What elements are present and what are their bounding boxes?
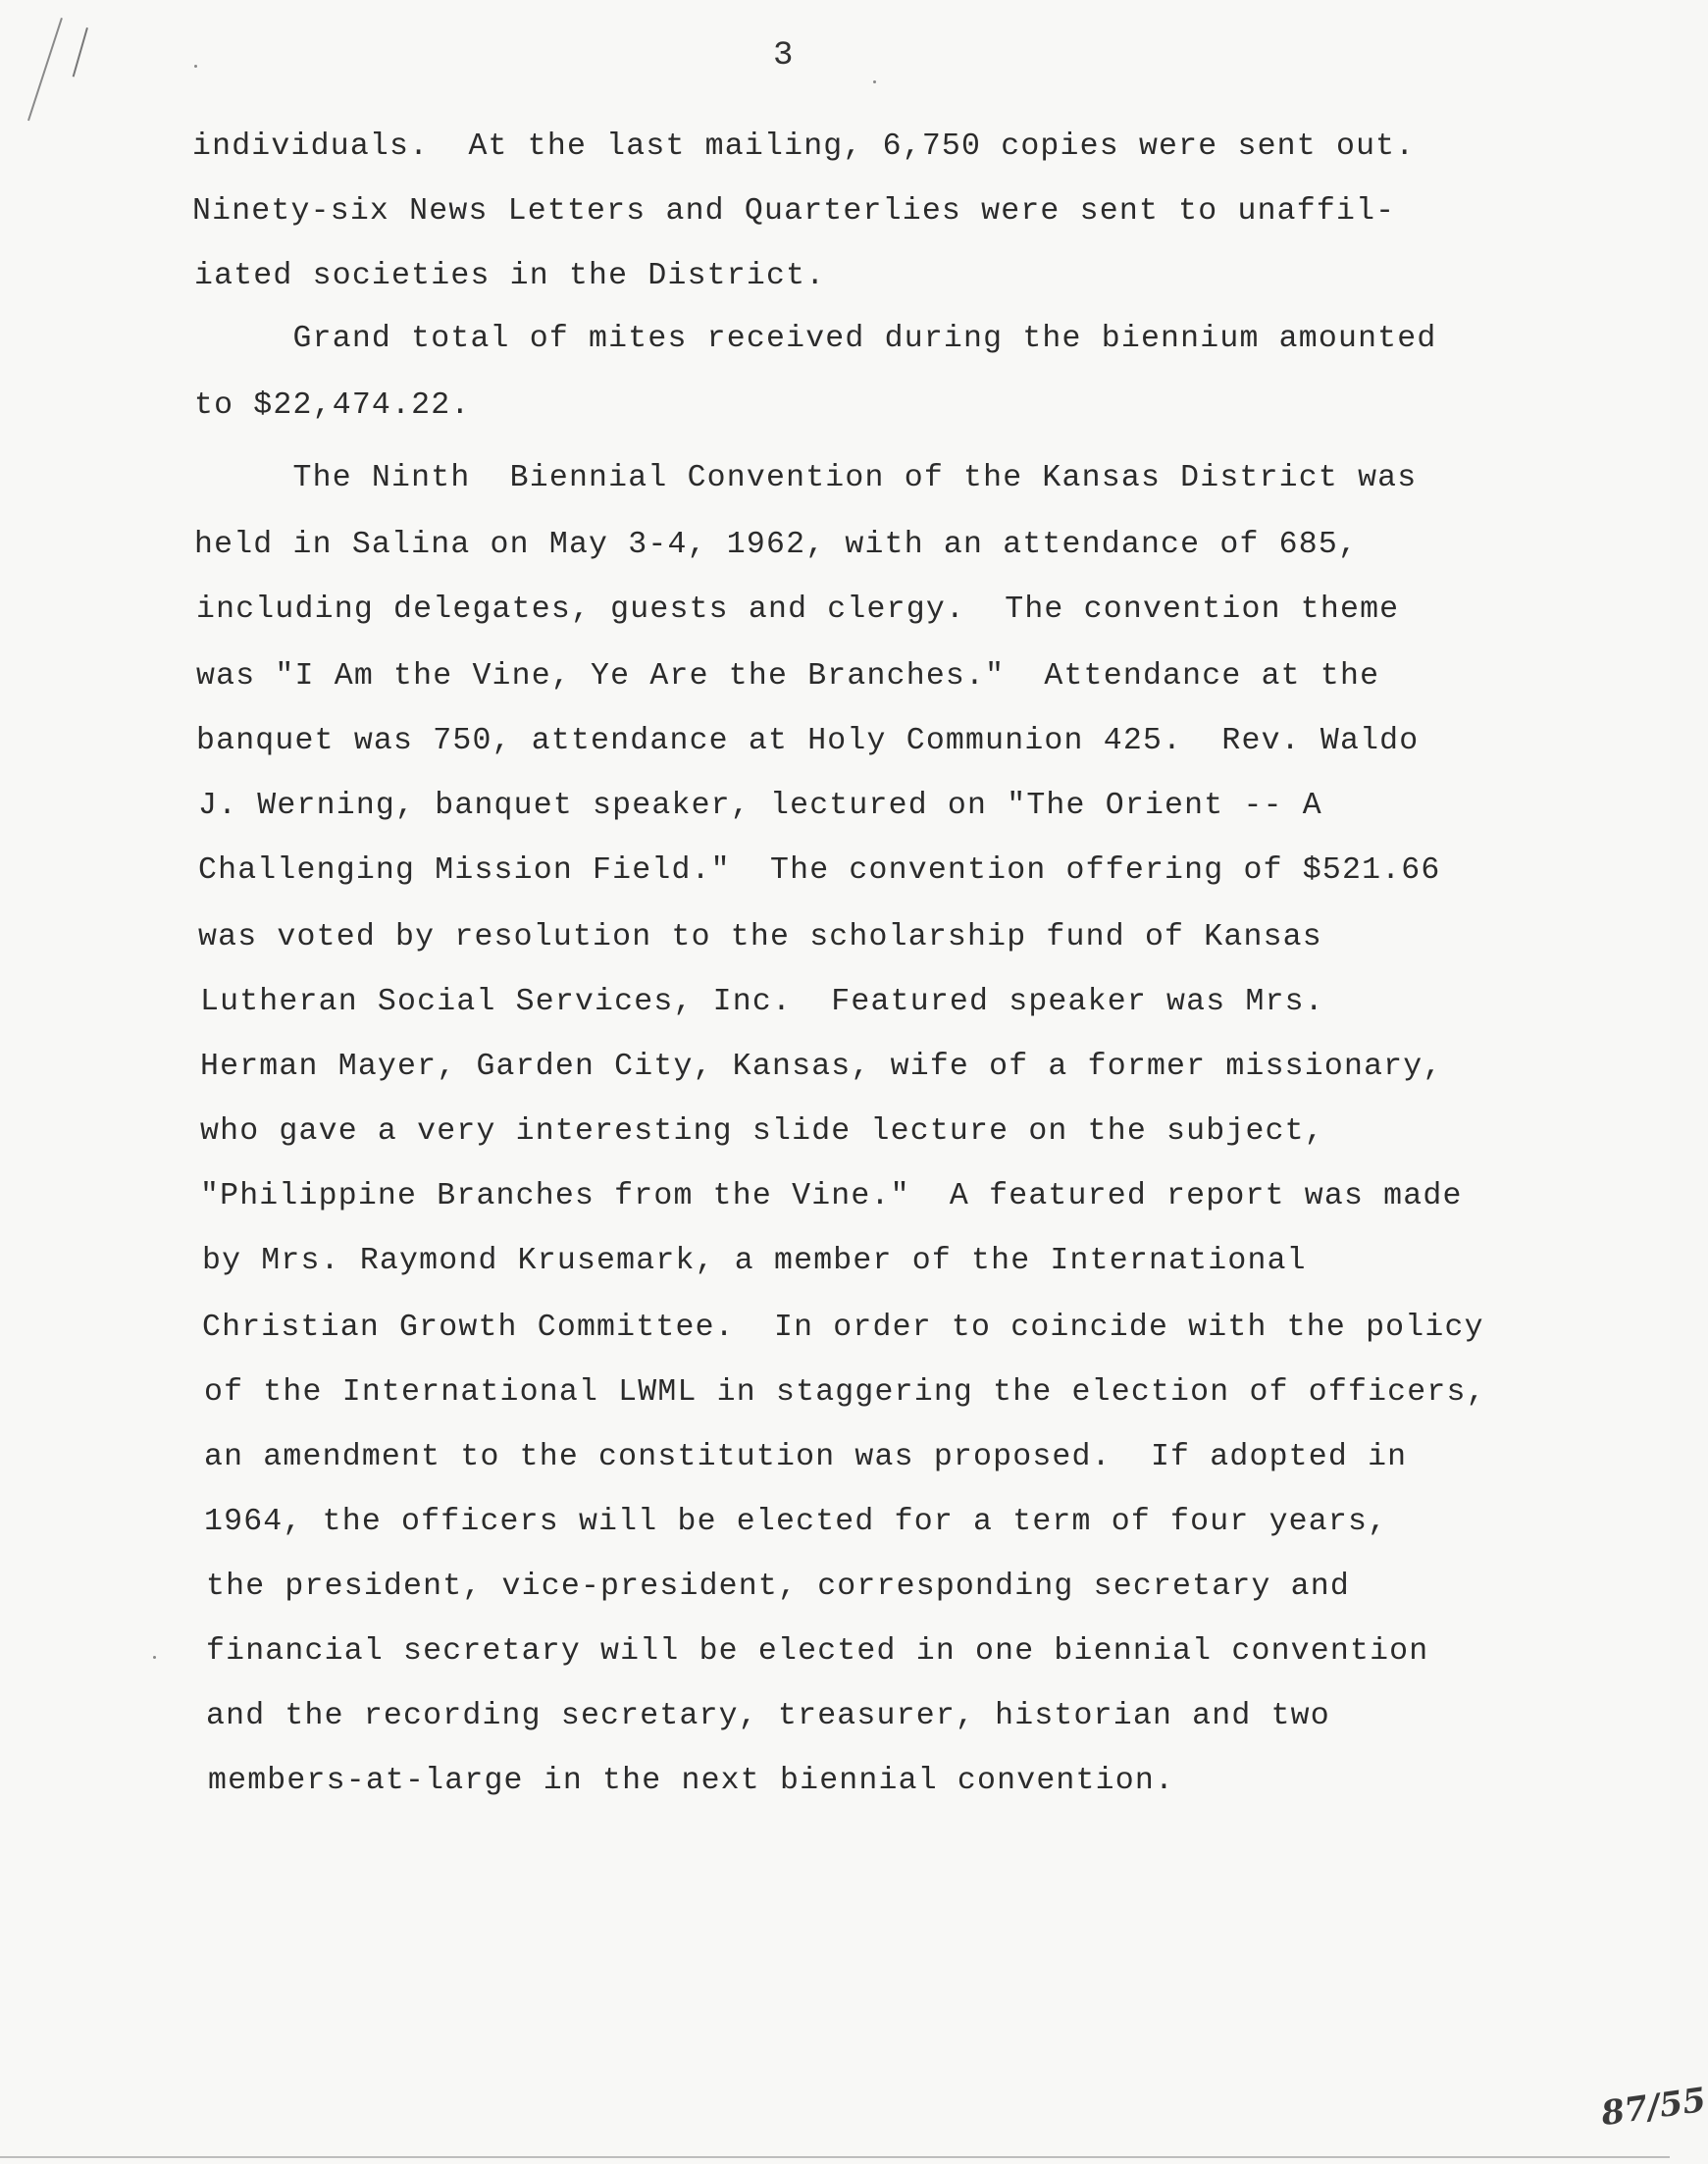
text-line: to $22,474.22. <box>194 388 471 423</box>
text-line: members-at-large in the next biennial convention. <box>208 1764 1175 1798</box>
text-line: Christian Growth Committee. In order to coincide with the policy <box>202 1311 1484 1345</box>
text-line: 1964, the officers will be elected for a term of four years, <box>204 1505 1388 1539</box>
text-line: was voted by resolution to the scholarship fund of Kansas <box>198 920 1322 954</box>
scan-stroke-mark <box>73 27 88 77</box>
scan-dot <box>873 80 876 83</box>
text-line: banquet was 750, attendance at Holy Communion 425. Rev. Waldo <box>196 724 1420 758</box>
text-line: of the International LWML in staggering the election of officers, <box>204 1375 1486 1410</box>
scan-dot <box>153 1656 156 1659</box>
text-line: Grand total of mites received during the biennium amounted <box>194 322 1437 356</box>
scan-bottom-edge <box>0 2156 1670 2158</box>
text-line: including delegates, guests and clergy. The convention theme <box>196 593 1400 627</box>
text-line: and the recording secretary, treasurer, historian and two <box>206 1699 1330 1733</box>
text-line: Ninety-six News Letters and Quarterlies were sent to unaffil- <box>192 194 1396 229</box>
text-line: Herman Mayer, Garden City, Kansas, wife of a former missionary, <box>200 1050 1443 1084</box>
text-line: financial secretary will be elected in one biennial convention <box>206 1634 1429 1669</box>
scan-dot <box>194 65 197 68</box>
text-line: an amendment to the constitution was proposed. If adopted in <box>204 1440 1408 1474</box>
text-line: the president, vice-president, corresponding secretary and <box>206 1570 1350 1604</box>
text-line: was "I Am the Vine, Ye Are the Branches." Attendance at the <box>196 659 1380 694</box>
text-line: held in Salina on May 3-4, 1962, with an attendance of 685, <box>194 528 1359 562</box>
text-line: Challenging Mission Field." The convention offering of $521.66 <box>198 853 1441 888</box>
text-line: by Mrs. Raymond Krusemark, a member of the International <box>202 1244 1307 1278</box>
handwritten-page-mark: 87/55 <box>1598 2080 1708 2135</box>
text-line: The Ninth Biennial Convention of the Kansas District was <box>194 461 1418 495</box>
text-line: individuals. At the last mailing, 6,750 copies were sent out. <box>192 129 1416 164</box>
text-line: Lutheran Social Services, Inc. Featured speaker was Mrs. <box>200 985 1324 1019</box>
text-line: "Philippine Branches from the Vine." A featured report was made <box>200 1179 1463 1213</box>
scan-stroke-mark <box>27 18 63 121</box>
text-line: iated societies in the District. <box>194 259 826 293</box>
text-line: who gave a very interesting slide lecture on the subject, <box>200 1114 1324 1149</box>
page-number: 3 <box>773 37 794 75</box>
text-line: J. Werning, banquet speaker, lectured on "The Orient -- A <box>198 789 1322 823</box>
